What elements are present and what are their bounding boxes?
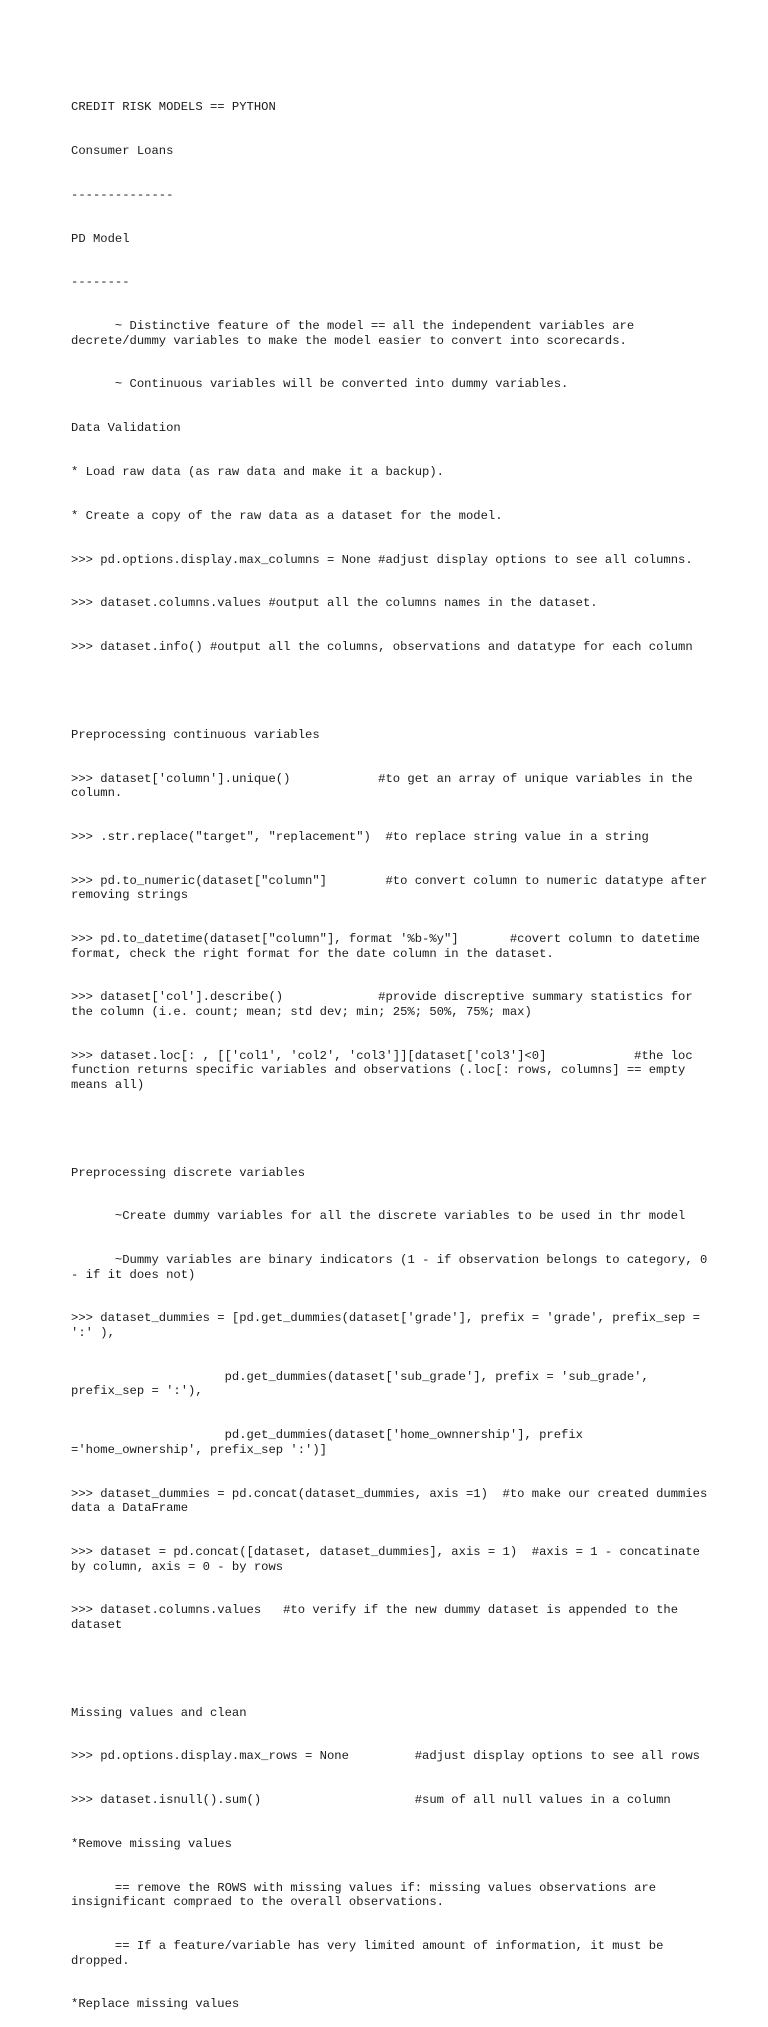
text-line: == remove the ROWS with missing values if: missing values observations are insignificant compraed to the overall observations. <box>71 1880 664 1910</box>
blank-line <box>71 684 711 699</box>
code-line: >>> dataset = pd.concat([dataset, dataset_dummies], axis = 1) #axis = 1 - concatinate by column, axis = 0 - by rows <box>71 1544 708 1574</box>
blank-line <box>71 1662 711 1677</box>
code-line: >>> dataset.isnull().sum() #sum of all null values in a column <box>71 1793 671 1808</box>
code-line: >>> pd.options.display.max_rows = None #adjust display options to see all rows <box>71 1749 700 1764</box>
divider-line: -------------- <box>71 187 174 202</box>
code-line: >>> pd.to_datetime(dataset["column"], format '%b-%y"] #covert column to datetime format, check the right format for the date column in the dataset. <box>71 932 708 961</box>
text-line: * Create a copy of the raw data as a dataset for the model. <box>71 508 503 523</box>
code-line: >>> dataset_dummies = pd.concat(dataset_dummies, axis =1) #to make our created dummies data a DataFrame <box>71 1486 715 1516</box>
text-line: ~Create dummy variables for all the discrete variables to be used in thr model <box>71 1209 686 1224</box>
code-line: >>> dataset['col'].describe() #provide discreptive summary statistics for the column (i.e. count; mean; std dev; min; 25%; 50%, 75%; max) <box>71 990 700 1019</box>
code-line: >>> .str.replace("target", "replacement") #to replace string value in a string <box>71 829 649 844</box>
code-line: >>> dataset.loc[: , [['col1', 'col2', 'col3']][dataset['col3']<0] #the loc function returns specific variables and observations (.loc[: rows, columns] == empty means all) <box>71 1048 700 1092</box>
section-heading: PD Model <box>71 231 130 246</box>
doc-title: CREDIT RISK MODELS == PYTHON <box>71 100 276 115</box>
code-line: >>> dataset.columns.values #to verify if the new dummy dataset is appended to the dataset <box>71 1603 686 1632</box>
code-line: >>> dataset_dummies = [pd.get_dummies(dataset['grade'], prefix = 'grade', prefix_sep = ':' ), <box>71 1311 708 1341</box>
document-body <box>71 71 715 2027</box>
section-heading: Missing values and clean <box>71 1705 247 1720</box>
text-line: ~Dummy variables are binary indicators (1 - if observation belongs to category, 0 - if it does not) <box>71 1253 715 1282</box>
section-heading: Consumer Loans <box>71 143 174 158</box>
text-line: == If a feature/variable has very limited amount of information, it must be dropped. <box>71 1939 671 1968</box>
code-line: >>> dataset.columns.values #output all the columns names in the dataset. <box>71 596 598 611</box>
blank-line <box>71 1122 711 1137</box>
section-heading: Preprocessing discrete variables <box>71 1165 306 1180</box>
section-heading: Data Validation <box>71 421 181 436</box>
text-line: *Replace missing values <box>71 1997 240 2012</box>
text-line: ~ Distinctive feature of the model == all the independent variables are decrete/dummy variables to make the model easier to convert into scorecards. <box>71 319 642 348</box>
text-line: *Remove missing values <box>71 1836 232 1851</box>
divider-line: -------- <box>71 275 130 290</box>
code-line: pd.get_dummies(dataset['home_ownnership'], prefix ='home_ownership', prefix_sep ':')] <box>71 1428 591 1457</box>
code-line: >>> pd.options.display.max_columns = None #adjust display options to see all columns. <box>71 552 693 567</box>
section-heading: Preprocessing continuous variables <box>71 727 320 742</box>
code-line: pd.get_dummies(dataset['sub_grade'], prefix = 'sub_grade', prefix_sep = ':'), <box>71 1369 657 1399</box>
code-line: >>> dataset.info() #output all the columns, observations and datatype for each column <box>71 640 693 655</box>
text-line: * Load raw data (as raw data and make it a backup). <box>71 465 444 480</box>
code-line: >>> pd.to_numeric(dataset["column"] #to convert column to numeric datatype after removing strings <box>71 873 715 903</box>
text-line: ~ Continuous variables will be converted into dummy variables. <box>71 377 569 392</box>
code-line: >>> dataset['column'].unique() #to get an array of unique variables in the column. <box>71 771 700 801</box>
